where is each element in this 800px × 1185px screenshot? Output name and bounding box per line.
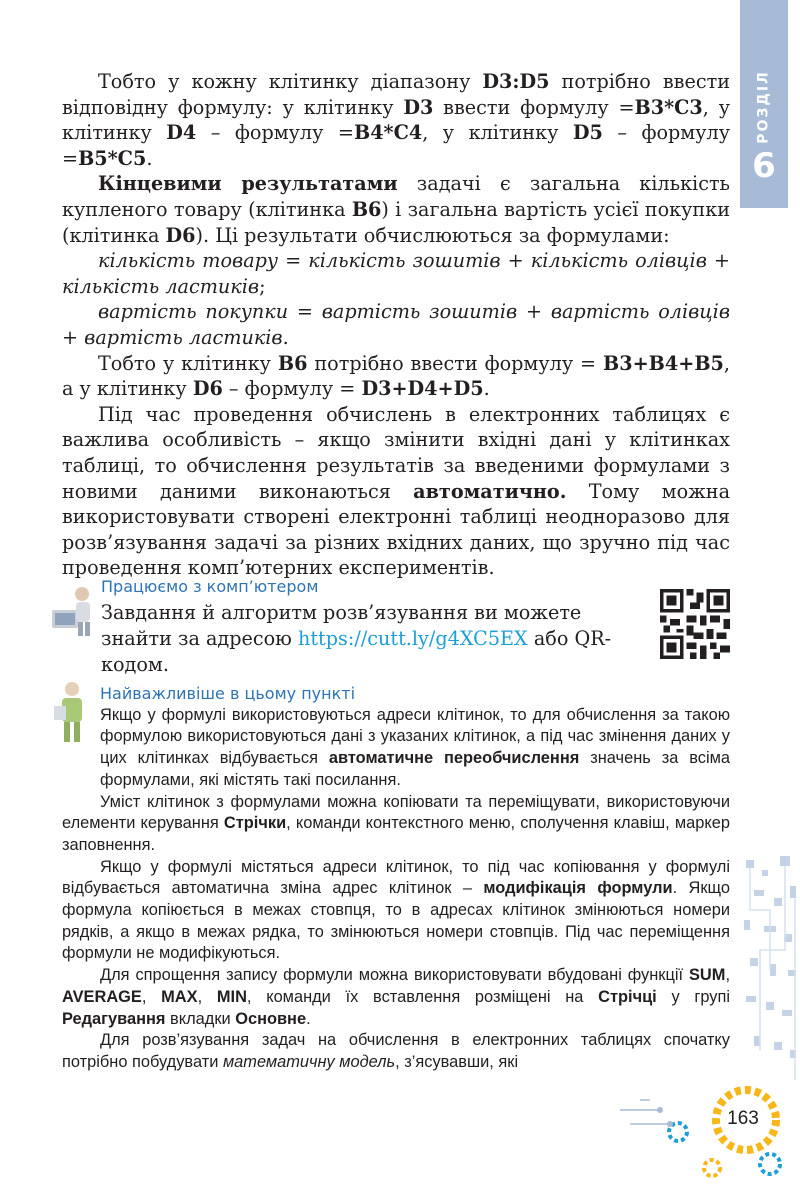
paragraph-2: Кінцевими результатами задачі є загальна кількість купленого товару (клітинка B6) і загальна вартість усієї покупки (клітинка D6). Ці результати обчислюються за формулами: [62, 172, 730, 247]
key-paragraph-4: Для спрощення запису формули можна використовувати вбудовані функції SUM, AVERAGE, MAX, MIN, команди їх вставлення розміщені на Стрічці у групі Редагування вкладки Основне. [62, 966, 731, 1028]
key-points-section [62, 683, 730, 1074]
task-link[interactable]: https://cutt.ly/g4XC5EX [297, 627, 528, 650]
chapter-tab-number: 6 [752, 146, 776, 186]
key-paragraph-3: Якщо у формулі містяться адреси клітинок, то під час копіювання у формулі відбувається автоматична зміна адрес клітинок – модифікація формули. Якщо формула копіюється в межах стовпця, то в адресах клітинок змінюються номери рядків, а якщо в межах рядка, то змінюються номери стовпців. Під час переміщення формули не модифікуються. [62, 857, 730, 963]
paragraph-3: Тобто у клітинку B6 потрібно ввести формулу = B3+B4+B5, а у клітинку D6 – формулу = D3+D4+D5. [62, 351, 730, 401]
main-text [62, 69, 730, 581]
computer-section-text: Завдання й алгоритм розв’язування ви можете знайти за адресою https://cutt.ly/g4XC5EX або QR-кодом. [101, 601, 612, 676]
paragraph-4: Під час проведення обчислень в електронних таблицях є важлива особливість – якщо змінити вхідні дані у клітинках таблиці, то обчислення результатів за введеними формулами з новими даними виконаються автоматично. Тому можна використовувати створені електронні таблиці неодноразово для розв’язування задачі за різних вхідних даних, що зручно під час проведення комп’ютерних експериментів. [62, 402, 731, 580]
gears-decoration-icon [620, 1080, 800, 1185]
key-points-title: Найважливіше в цьому пункті [100, 684, 356, 703]
formula-cost: вартість покупки = вартість зошитів + вартість олівців + вартість ластиків. [62, 300, 730, 349]
key-paragraph-5: Для розв’язування задач на обчислення в електронних таблицях спочатку потрібно побудувати математичну модель, з’ясувавши, які [62, 1031, 730, 1071]
circuit-decoration-icon [740, 850, 800, 1100]
page-number: 163 [727, 1108, 759, 1129]
key-paragraph-1: Якщо у формулі використовуються адреси клітинок, то для обчислення за такою формулою використовуються дані з указаних клітинок, а під час змінення даних у цих клітинках відбувається автоматичне переобчислення значень за всіма формулами, які містять такі посилання. [100, 705, 730, 789]
key-paragraph-2: Уміст клітинок з формулами можна копіювати та переміщувати, використовуючи елементи керування Стрічки, команди контекстного меню, сполучення клавіш, маркер заповнення. [62, 792, 730, 854]
computer-section-title: Працюємо з комп’ютером [101, 577, 319, 596]
pupil-at-computer-icon [48, 580, 98, 640]
qr-code-icon[interactable] [660, 589, 730, 659]
chapter-tab-word: РОЗДІЛ [756, 70, 773, 144]
computer-section [101, 574, 641, 678]
paragraph-1: Тобто у кожну клітинку діапазону D3:D5 потрібно ввести відповідну формулу: у клітинку D3 ввести формулу =B3*C3, у клітинку D4 – формулу =B4*C4, у клітинку D5 – формулу =B5*C5. [62, 70, 730, 170]
formula-quantity: кількість товару = кількість зошитів + кількість олівців + кількість ластиків; [62, 249, 730, 298]
